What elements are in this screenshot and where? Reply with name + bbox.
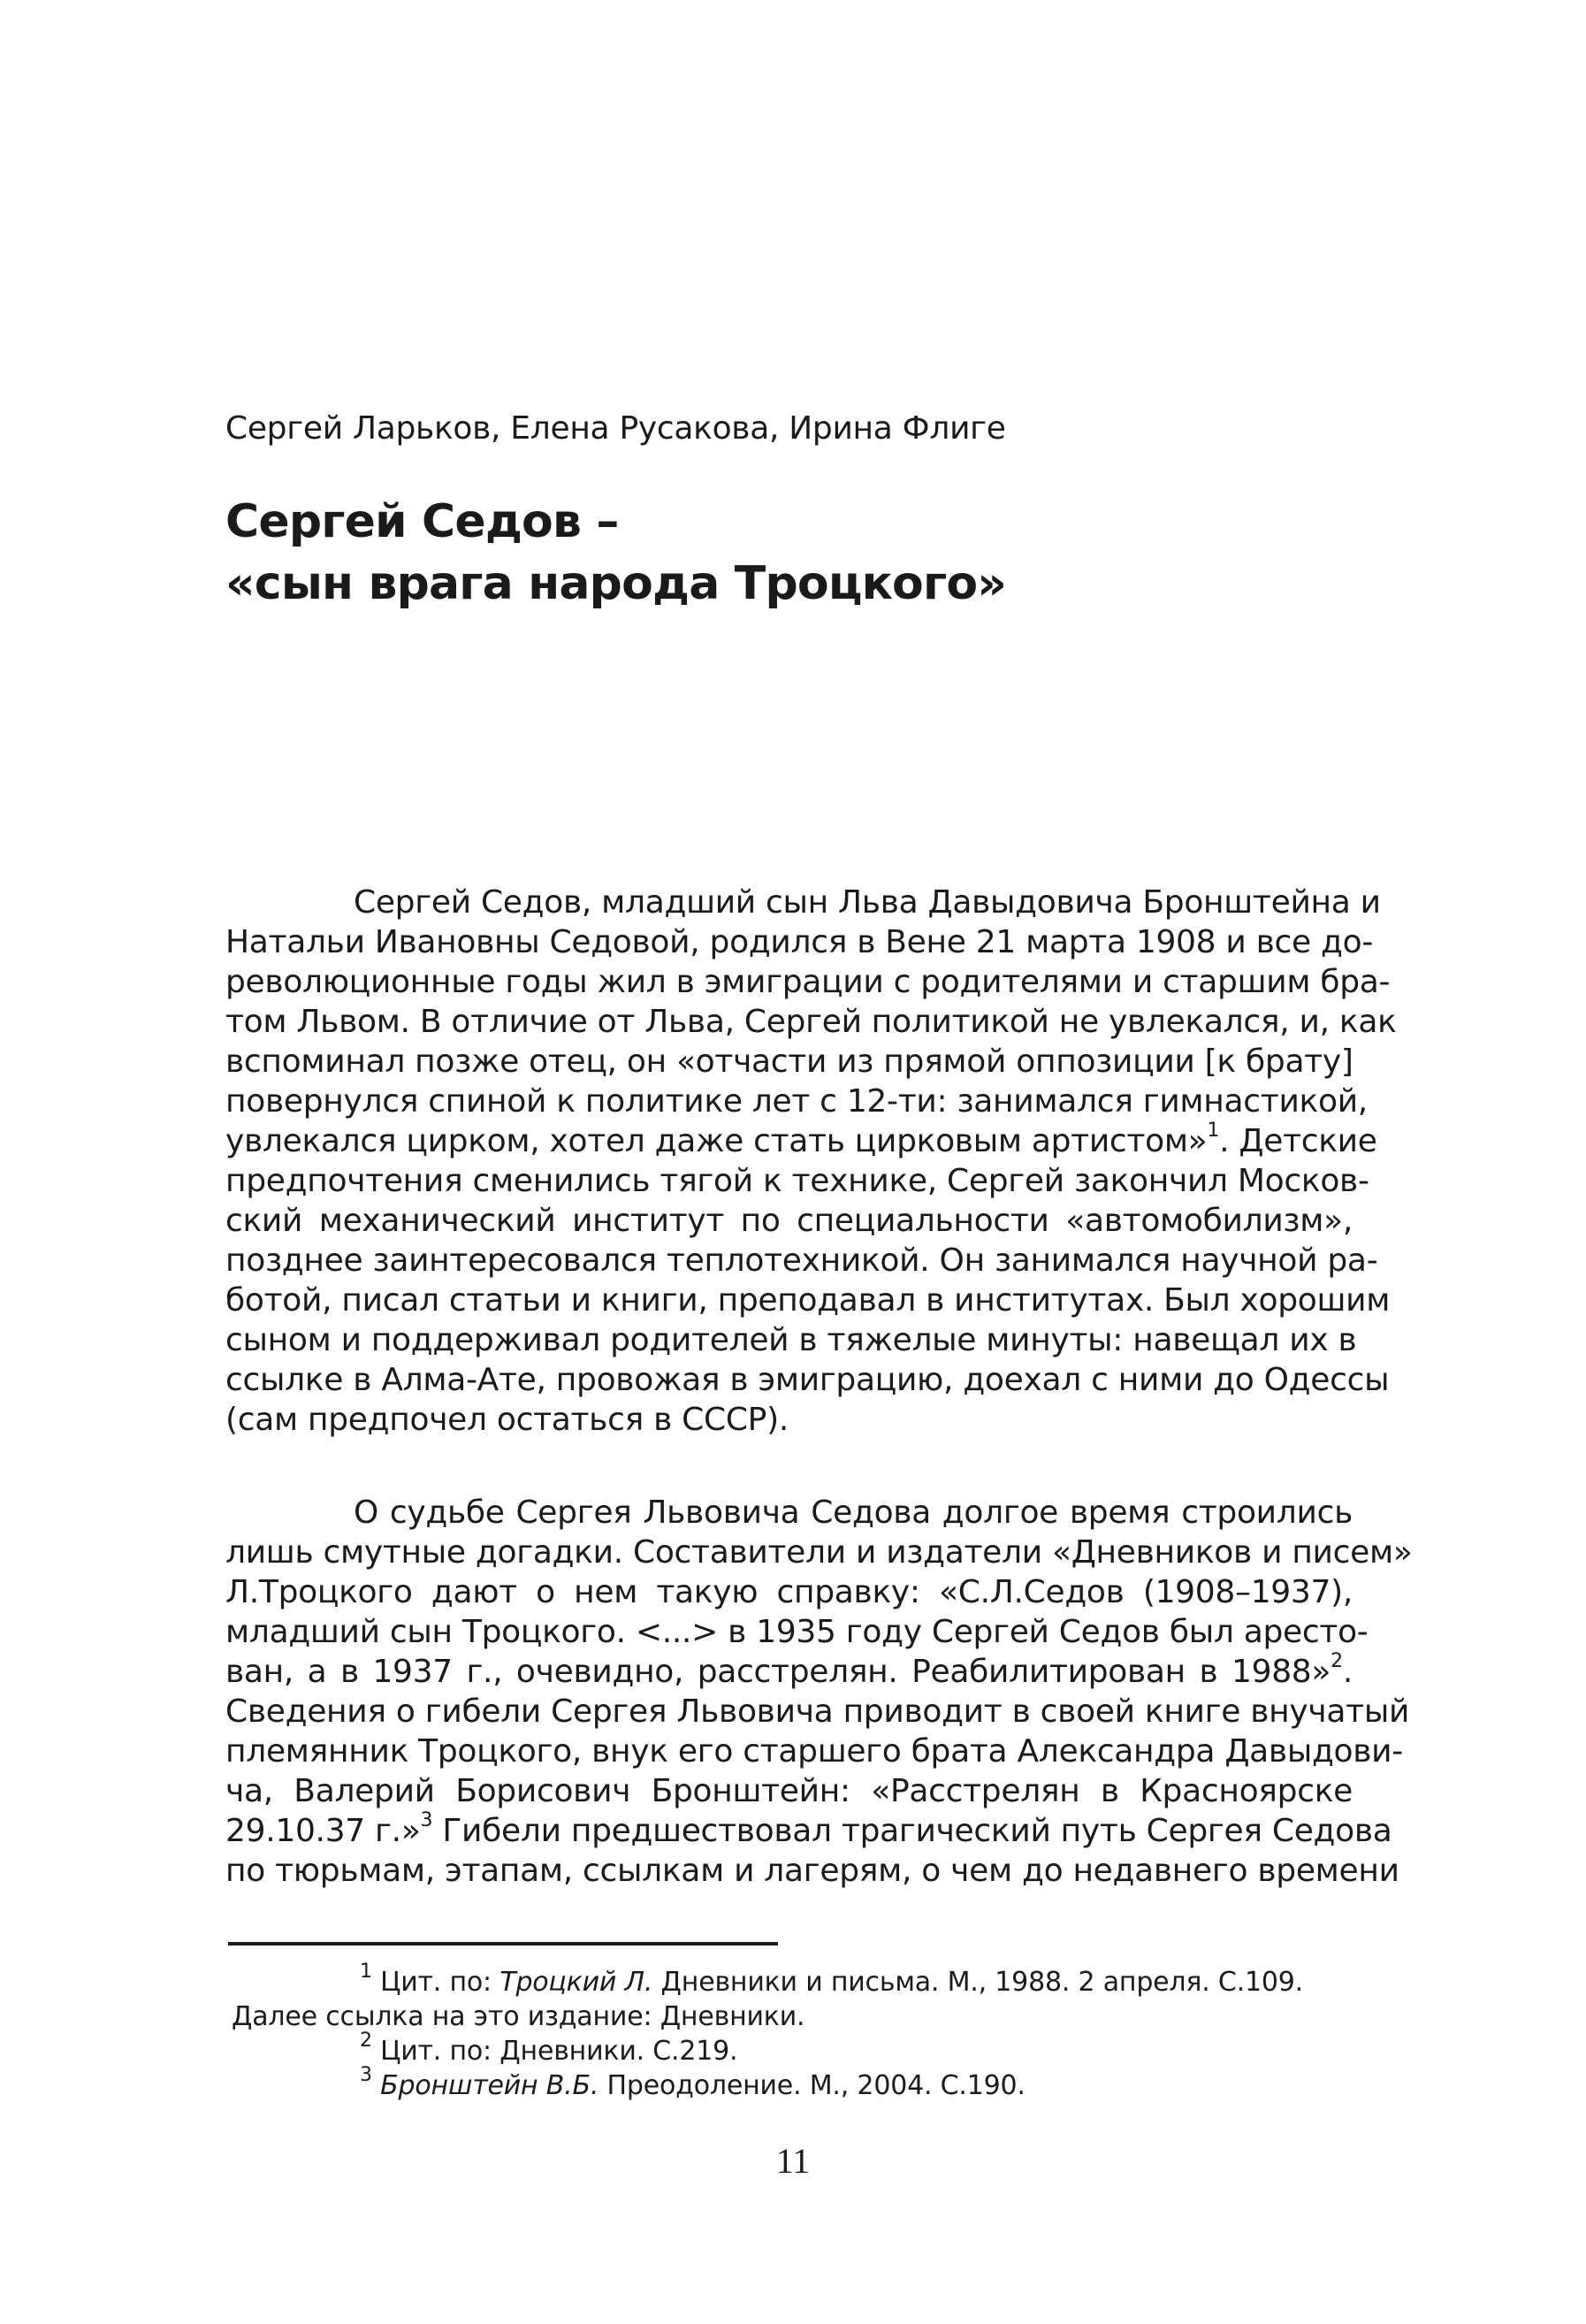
text-line: повернулся спиной к политике лет с 12-ти: занимался гимнастикой, xyxy=(225,1083,1368,1120)
footnote-2 xyxy=(232,2030,1353,2068)
authors-line: Сергей Ларьков, Елена Русакова, Ирина Флиге xyxy=(225,410,1006,447)
paragraph-2 xyxy=(225,1493,1413,1891)
footnote-mark: 2 xyxy=(360,2030,372,2052)
footnote-3 xyxy=(232,2064,1353,2103)
footnote-ref-2[interactable]: 2 xyxy=(1331,1650,1343,1672)
text-segment: ван, а в 1937 г., очевидно, расстрелян. Реабилитирован в 1988» xyxy=(225,1654,1331,1690)
text-line: младший сын Троцкого. <...> в 1935 году Сергей Седов был аресто- xyxy=(225,1614,1369,1650)
footnote-ref-3[interactable]: 3 xyxy=(420,1809,433,1831)
title-line-2: «сын врага народа Троцкого» xyxy=(225,557,1007,610)
text-segment: . xyxy=(1342,1654,1353,1690)
footnote-mark: 3 xyxy=(360,2064,372,2086)
footnote-1 xyxy=(232,1961,1353,1999)
text-line: ботой, писал статьи и книги, преподавал в институтах. Был хорошим xyxy=(225,1282,1391,1319)
text-line: Сведения о гибели Сергея Львовича приводит в своей книге внучатый xyxy=(225,1693,1410,1730)
text-line: том Львом. В отличие от Льва, Сергей политикой не увлекался, и, как xyxy=(225,1004,1397,1040)
text-line: революционные годы жил в эмиграции с родителями и старшим бра- xyxy=(225,964,1391,1000)
footnote-text: Дневники и письма. М., 1988. 2 апреля. С.109. xyxy=(652,1967,1304,1998)
page-number: 11 xyxy=(775,2141,811,2181)
footnote-text: Преодоление. М., 2004. С.190. xyxy=(599,2070,1026,2101)
text-line: Сергей Седов, младший сын Льва Давыдовича Бронштейна и xyxy=(354,884,1381,921)
text-line: Л.Троцкого дают о нем такую справку: «С.Л.Седов (1908–1937), xyxy=(225,1574,1353,1610)
text-line: племянник Троцкого, внук его старшего брата Александра Давыдови- xyxy=(225,1733,1403,1770)
text-line: О судьбе Сергея Львовича Седова долгое время строились xyxy=(354,1495,1353,1531)
text-line: Натальи Ивановны Седовой, родился в Вене 21 марта 1908 и все до- xyxy=(225,924,1374,960)
text-line xyxy=(225,1809,1392,1851)
footnote-author: Троцкий Л. xyxy=(499,1967,653,1998)
text-line: ча, Валерий Борисович Бронштейн: «Расстрелян в Красноярске xyxy=(225,1773,1353,1809)
text-segment: увлекался цирком, хотел даже стать цирковым артистом» xyxy=(225,1123,1208,1159)
text-segment: 29.10.37 г.» xyxy=(225,1813,421,1849)
text-line: лишь смутные догадки. Составители и издатели «Дневников и писем» xyxy=(225,1534,1413,1571)
paragraph-1 xyxy=(225,883,1397,1440)
text-line: ссылке в Алма-Ате, провожая в эмиграцию, доехал с ними до Одессы xyxy=(225,1362,1390,1398)
footnote-author: Бронштейн В.Б. xyxy=(371,2070,599,2101)
article-title xyxy=(225,491,1375,615)
text-segment: Гибели предшествовал трагический путь Сергея Седова xyxy=(432,1813,1392,1849)
text-line: (сам предпочел остаться в СССР). xyxy=(225,1402,789,1438)
footnote-ref-1[interactable]: 1 xyxy=(1207,1120,1220,1142)
text-line: вспоминал позже отец, он «отчасти из прямой оппозиции [к брату] xyxy=(225,1044,1353,1080)
footnote-separator xyxy=(228,1942,778,1946)
footnote-1-continuation: Далее ссылка на это издание: Дневники. xyxy=(232,2001,805,2032)
footnotes xyxy=(232,1961,1353,2103)
text-line: позднее заинтересовался теплотехникой. Он занимался научной ра- xyxy=(225,1242,1378,1279)
footnote-text: Цит. по: xyxy=(371,1967,500,1998)
text-line: по тюрьмам, этапам, ссылкам и лагерям, о чем до недавнего времени xyxy=(225,1853,1399,1889)
text-line: сыном и поддерживал родителей в тяжелые минуты: навещал их в xyxy=(225,1322,1357,1358)
text-line xyxy=(225,1652,1353,1692)
footnote-text: Цит. по: Дневники. С.219. xyxy=(371,2036,738,2067)
text-segment: . Детские xyxy=(1219,1123,1377,1159)
title-line-1: Сергей Седов – xyxy=(225,495,619,548)
text-line xyxy=(225,1120,1377,1161)
text-line: предпочтения сменились тягой к технике, Сергей закончил Москов- xyxy=(225,1163,1369,1199)
text-line: ский механический институт по специальности «автомобилизм», xyxy=(225,1203,1353,1239)
footnote-mark: 1 xyxy=(360,1961,372,1983)
